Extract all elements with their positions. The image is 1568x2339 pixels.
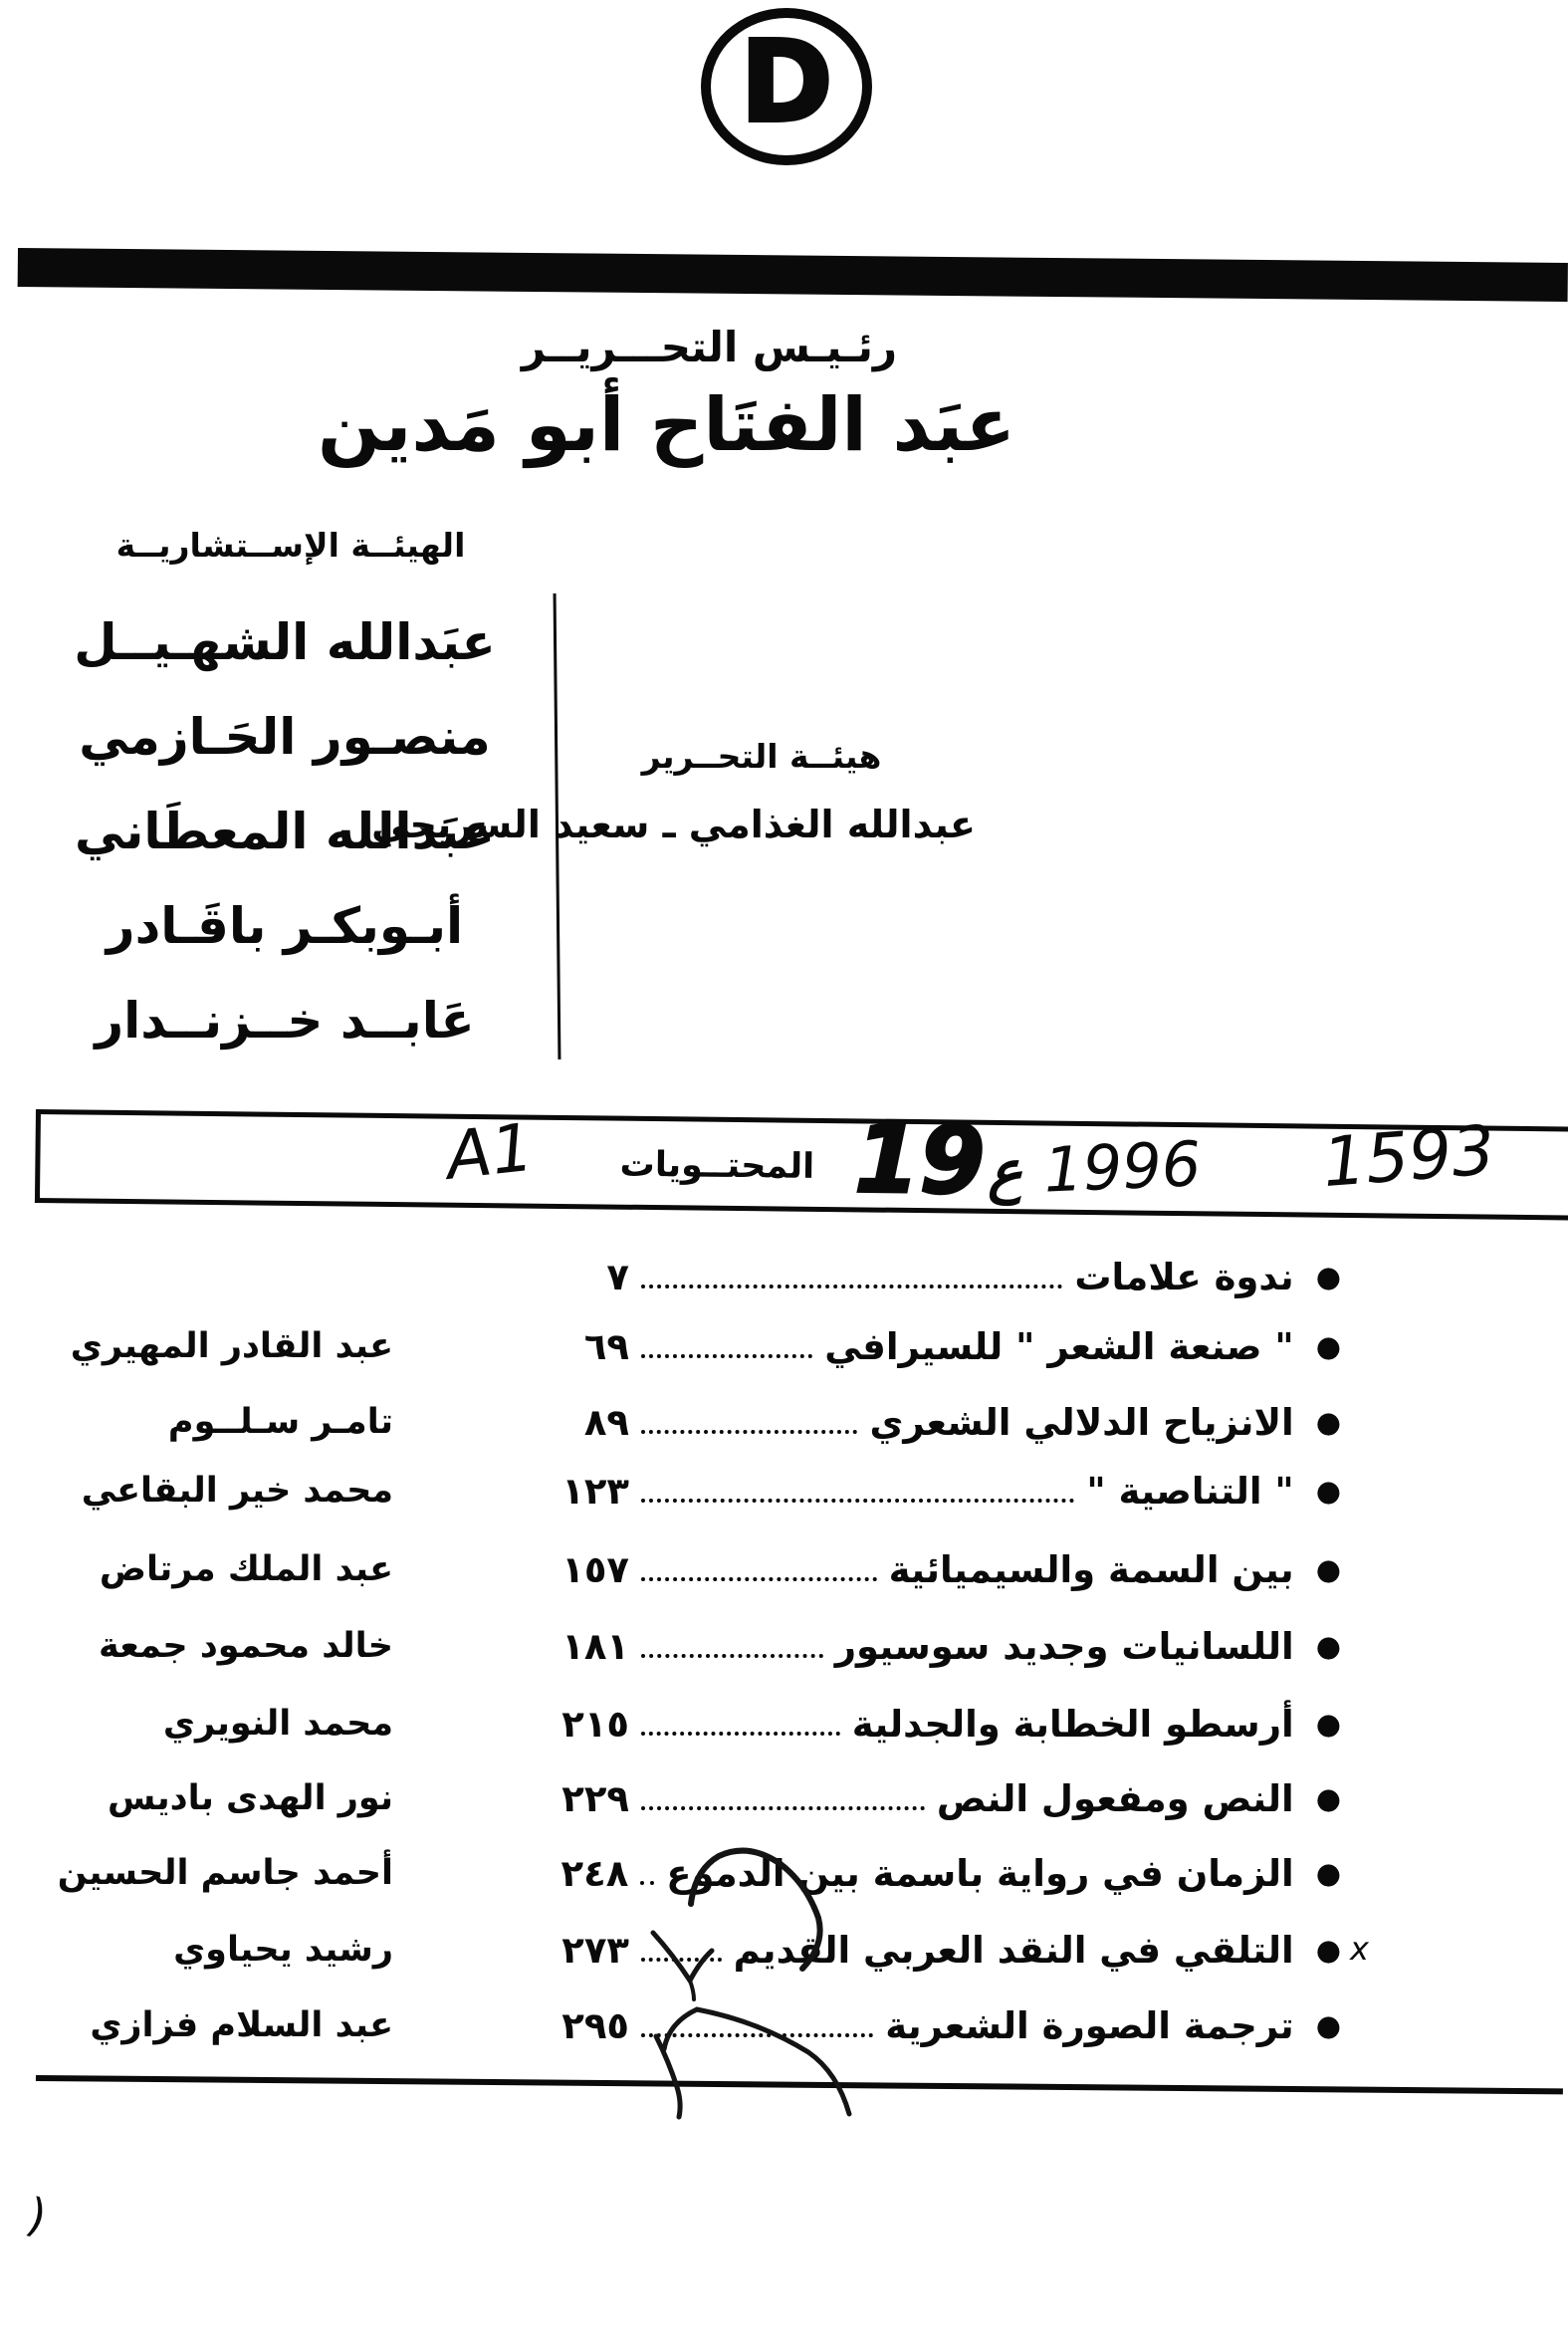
toc-row [0, 1310, 1568, 1382]
toc-author: رشيد يحياوي [173, 1930, 393, 1970]
handwritten-code: A1 [442, 1108, 538, 1195]
toc-author: نور الهدى باديس [107, 1778, 393, 1818]
toc-title: الزمان في رواية باسمة بين الدموع [666, 1851, 1294, 1895]
toc-title: ترجمة الصورة الشعرية [885, 2003, 1294, 2047]
advisory-member: عبَدالله الشهـيــل [74, 613, 496, 671]
toc-title: " صنعة الشعر " للسيرافي [824, 1324, 1294, 1368]
toc-row [0, 1914, 1568, 1986]
bullet-icon: ● [1315, 1404, 1341, 1439]
bullet-icon: ● [1315, 2007, 1341, 2042]
toc-entry [518, 1455, 1341, 1526]
toc-author: محمد النويري [162, 1704, 393, 1744]
bullet-icon: ● [1315, 1551, 1341, 1586]
toc-entry [518, 1386, 1341, 1458]
dotted-leader [641, 1354, 812, 1358]
toc-page-number: ١٨١ [561, 1624, 629, 1668]
toc-page-number: ٧ [606, 1255, 629, 1298]
toc-page-number: ٢٤٨ [560, 1851, 629, 1895]
toc-entry [518, 1610, 1341, 1682]
toc-author: تامـر سـلــوم [167, 1402, 393, 1442]
toc-entry [518, 1837, 1341, 1909]
toc-title: أرسطو الخطابة والجدلية [851, 1702, 1294, 1746]
toc-title: النص ومفعول النص [936, 1776, 1294, 1820]
toc-entry [518, 1688, 1341, 1759]
dotted-leader [641, 2033, 873, 2037]
toc-row [0, 1386, 1568, 1458]
toc-page-number: ٢٩٥ [561, 2003, 629, 2047]
toc-title: الانزياح الدلالي الشعري [869, 1400, 1294, 1444]
toc-author: خالد محمود جمعة [98, 1626, 393, 1666]
toc-row [0, 1762, 1568, 1834]
bullet-icon: ● [1315, 1932, 1341, 1967]
toc-row [0, 1455, 1568, 1526]
bullet-icon: ● [1315, 1473, 1341, 1508]
top-black-bar [18, 248, 1568, 302]
toc-entry [518, 1310, 1341, 1382]
toc-entry [518, 1989, 1341, 2061]
toc-author: عبد القادر المهيري [70, 1326, 393, 1366]
stray-bracket-mark: ) [21, 2187, 53, 2244]
toc-title: بين السمة والسيميائية [888, 1547, 1294, 1591]
toc-page-number: ٦٩ [583, 1324, 629, 1368]
toc-entry [518, 1533, 1341, 1605]
dotted-leader [641, 1577, 877, 1581]
contents-header-box [35, 1105, 1568, 1221]
editor-in-chief-label: رئـيـس التحـــريــر [521, 323, 898, 371]
editorial-board-heading: هيئــة التحــرير [641, 737, 882, 776]
handwritten-year: 1996 [1041, 1127, 1203, 1207]
advisory-member: عَابــد خــزنــدار [95, 992, 475, 1050]
bullet-icon: ● [1315, 1328, 1341, 1363]
toc-author: أحمد جاسم الحسين [57, 1853, 393, 1893]
bullet-icon: ● [1315, 1628, 1341, 1663]
bullet-icon: ● [1315, 1855, 1341, 1890]
editor-in-chief-name: عبَد الفتَاح أبو مَدين [317, 382, 1015, 468]
advisory-member: منصـور الحَـازمي [79, 708, 491, 766]
advisory-member: أبـوبكـر باقَـادر [106, 897, 464, 955]
editorial-board-members: عبدالله الغذامي ـ سعيد السريحي [371, 803, 976, 846]
toc-author: عبد السلام فزازي [90, 2005, 393, 2045]
toc-row [0, 1989, 1568, 2061]
dotted-leader [641, 1958, 722, 1962]
toc-author: محمد خير البقاعي [81, 1471, 393, 1511]
dotted-leader [641, 1285, 1062, 1288]
advisory-member: عبَدالله المعطَاني [75, 803, 495, 860]
contents-title: المحتــويات [619, 1144, 815, 1187]
dotted-leader [641, 1430, 857, 1434]
logo-letter-d: D [740, 18, 833, 147]
toc-entry [518, 1762, 1341, 1834]
dotted-leader [641, 1499, 1074, 1503]
bullet-icon: ● [1315, 1706, 1341, 1741]
handwritten-x-mark: x [1350, 1930, 1369, 1968]
toc-entry [518, 1241, 1341, 1312]
toc-page-number: ٢٧٣ [561, 1928, 629, 1972]
toc-row [0, 1610, 1568, 1682]
toc-row [0, 1533, 1568, 1605]
dotted-leader [641, 1806, 925, 1810]
toc-page-number: ١٢٣ [561, 1469, 629, 1513]
toc-row [0, 1837, 1568, 1909]
dotted-leader [641, 1654, 823, 1658]
handwritten-ain-letter: ع [987, 1136, 1023, 1206]
toc-title: اللسانيات وجديد سوسيور [834, 1624, 1294, 1668]
handwritten-issue-number: 19 [853, 1105, 986, 1216]
toc-entry [518, 1914, 1341, 1986]
bullet-icon: ● [1315, 1259, 1341, 1293]
bullet-icon: ● [1315, 1780, 1341, 1815]
handwritten-serial-number: 1593 [1319, 1111, 1498, 1204]
advisory-board-heading: الهيئــة الإســتشاريــة [115, 526, 466, 565]
toc-page-number: ٢١٥ [561, 1702, 629, 1746]
toc-page-number: ١٥٧ [561, 1547, 629, 1591]
toc-row [0, 1688, 1568, 1759]
dotted-leader [641, 1732, 840, 1736]
dotted-leader [640, 1881, 654, 1885]
toc-title: " التناصية " [1086, 1469, 1294, 1513]
toc-author: عبد الملك مرتاض [99, 1549, 393, 1589]
toc-title: التلقي في النقد العربي القديم [733, 1928, 1294, 1972]
toc-page-number: ٢٢٩ [561, 1776, 629, 1820]
toc-title: ندوة علامات [1074, 1255, 1294, 1298]
toc-row [0, 1241, 1568, 1312]
journal-logo [701, 8, 872, 165]
toc-page-number: ٨٩ [583, 1400, 629, 1444]
bottom-rule [36, 2075, 1563, 2094]
